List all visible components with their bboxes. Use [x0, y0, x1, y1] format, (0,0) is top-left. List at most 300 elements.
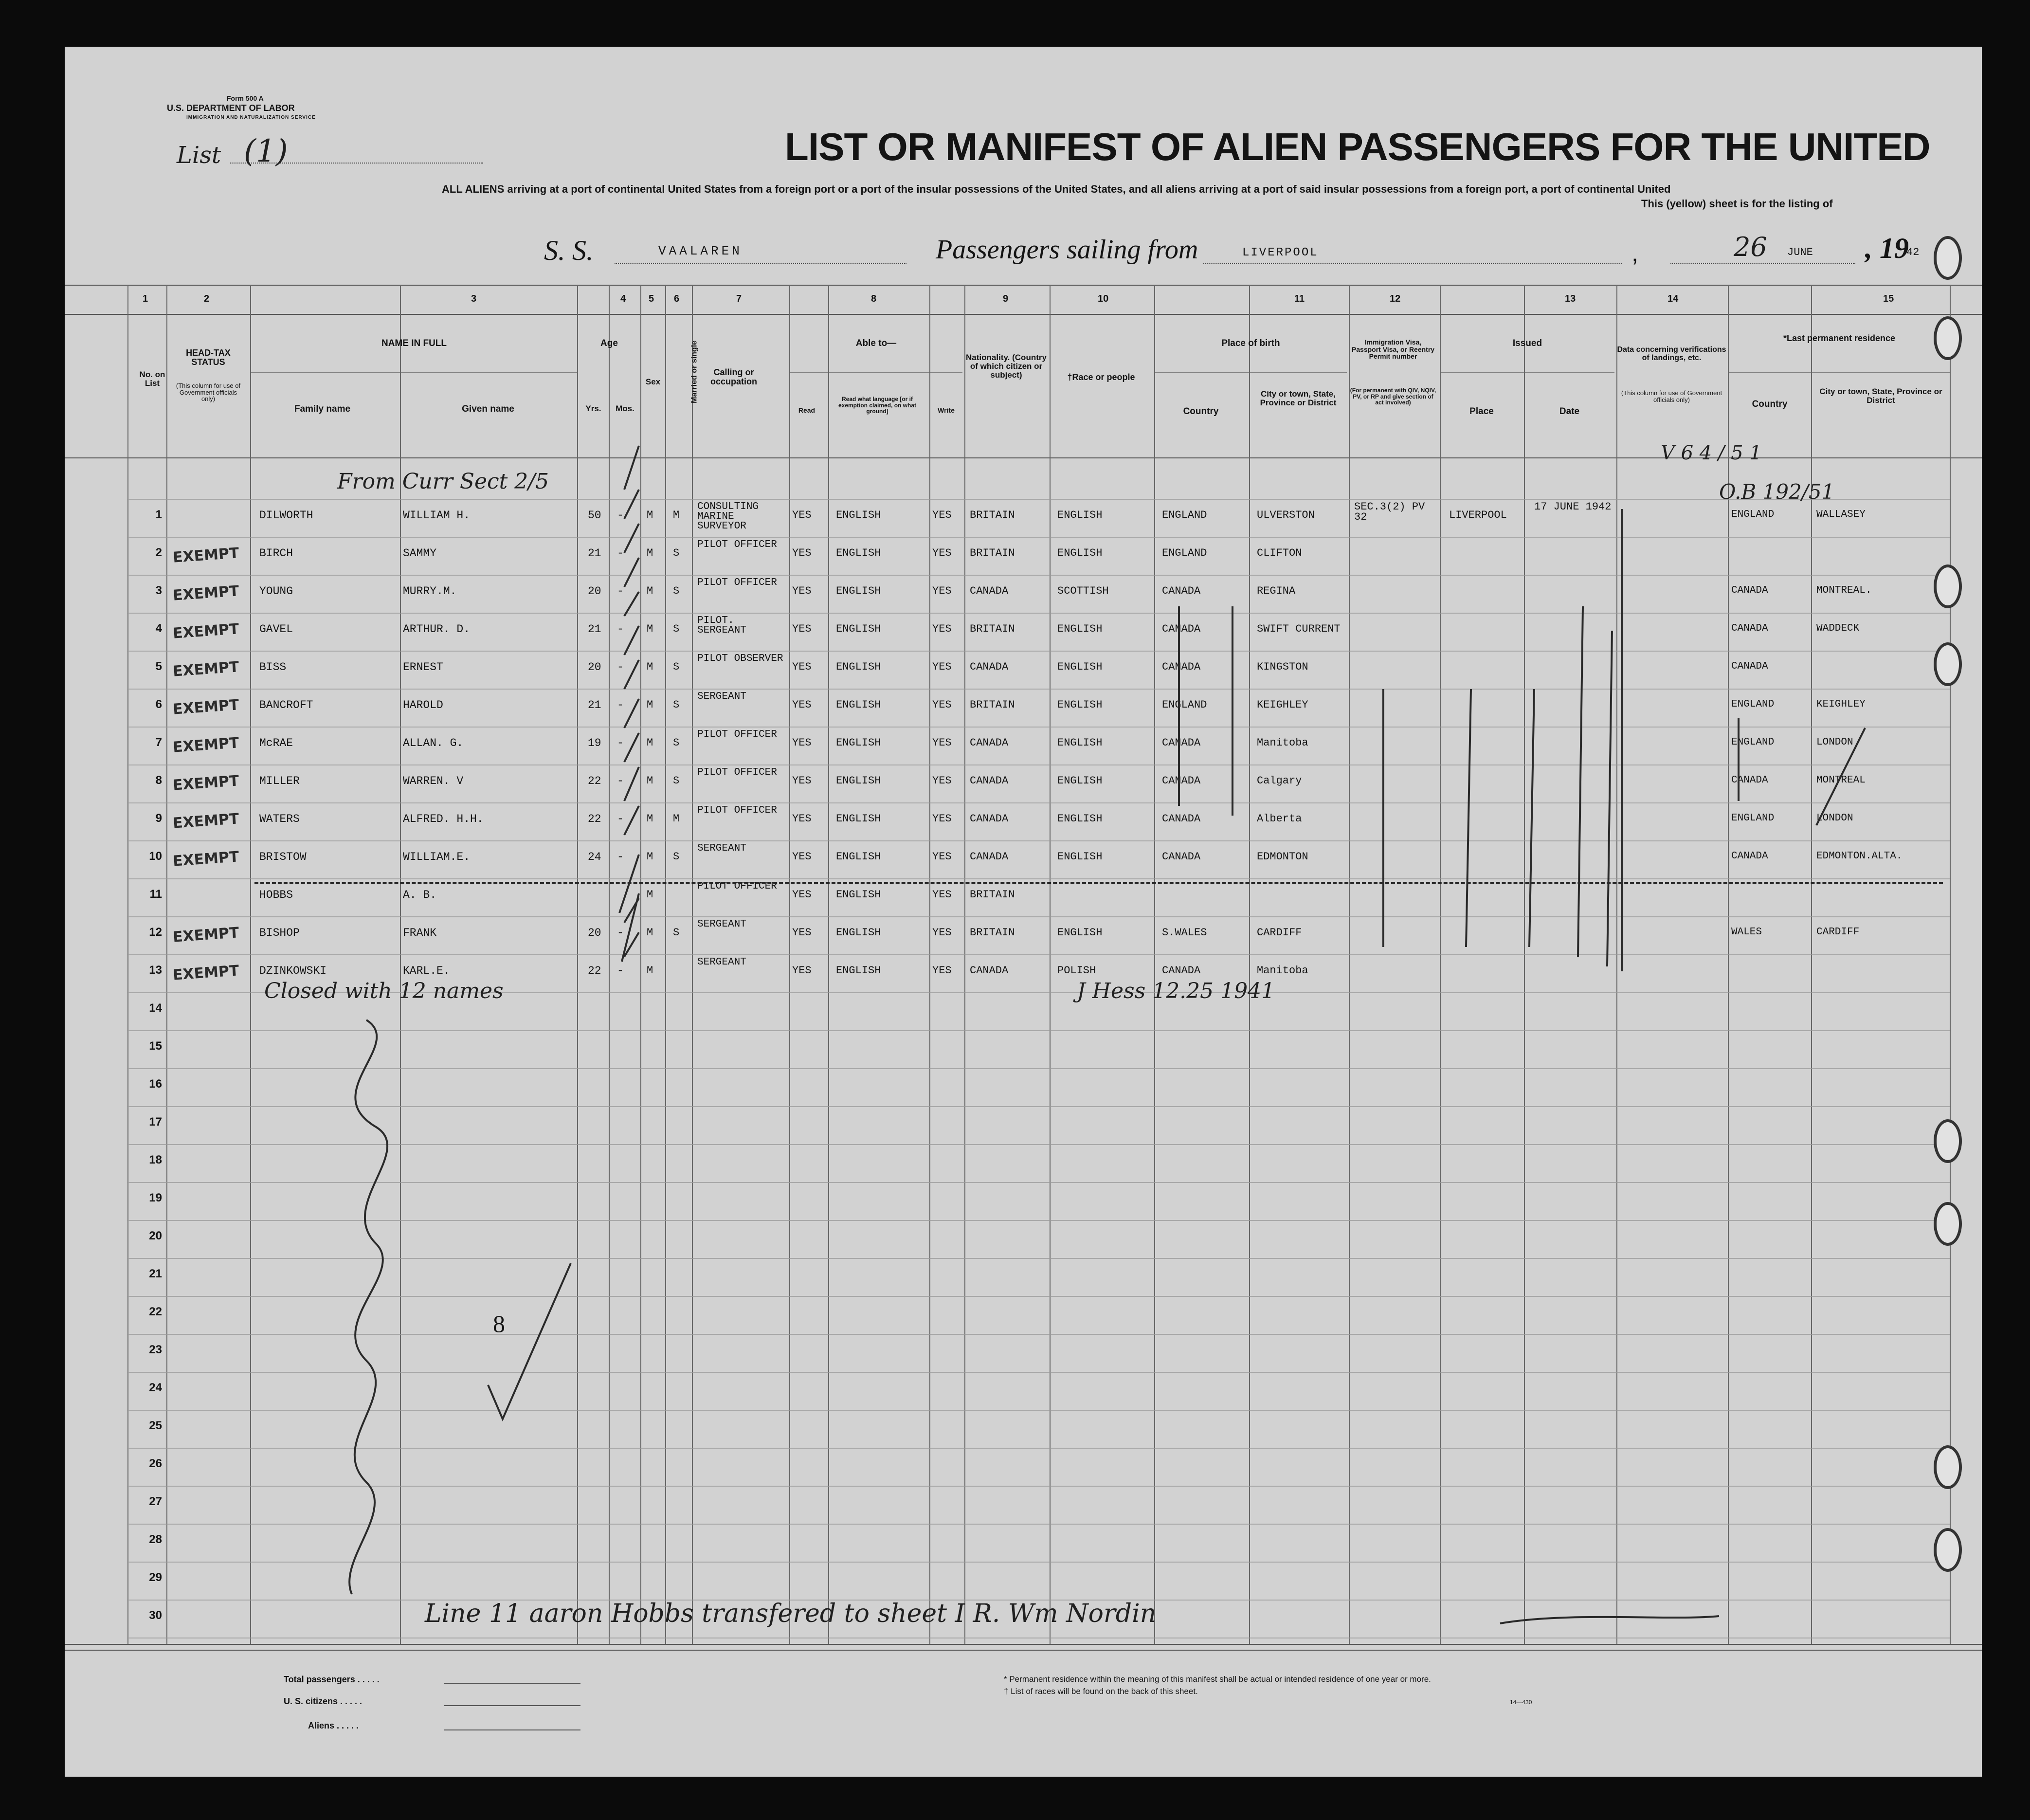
- form-number: Form 500 A: [227, 94, 264, 102]
- column-number: 10: [1098, 293, 1109, 304]
- cell-nat: CANADA: [970, 851, 1009, 863]
- row-number: 4: [155, 622, 162, 635]
- row-number: 13: [149, 964, 162, 977]
- cell-status: EXEMPT: [172, 848, 240, 870]
- cell-given: KARL.E.: [403, 965, 450, 977]
- row-number: 16: [149, 1077, 162, 1091]
- cell-calling: PILOT OFFICER: [697, 881, 777, 892]
- ship-name: VAALAREN: [658, 244, 743, 258]
- cell-country: ENGLAND: [1162, 509, 1207, 521]
- cell-res-city: WALLASEY: [1816, 509, 1866, 520]
- column-number: 9: [1003, 293, 1009, 304]
- cell-lang: ENGLISH: [836, 509, 881, 521]
- cell-calling: PILOT OFFICER: [697, 805, 777, 816]
- column-number: 15: [1883, 293, 1894, 304]
- cell-place: LIVERPOOL: [1449, 509, 1507, 521]
- cell-status: EXEMPT: [172, 962, 240, 984]
- cell-nat: BRITAIN: [970, 509, 1015, 521]
- hdr-headtax: HEAD-TAX STATUS: [186, 348, 231, 367]
- cell-res-country: CANADA: [1731, 585, 1768, 596]
- cell-read: YES: [792, 813, 812, 825]
- cell-calling: PILOT OFFICER: [697, 577, 777, 588]
- year-prefix: , 19: [1865, 232, 1909, 264]
- hdr-data-note: (This column for use of Government officials only): [1621, 389, 1722, 403]
- hdr-no: No. on List: [139, 370, 165, 388]
- row-number: 22: [149, 1305, 162, 1318]
- cell-sex: M: [647, 547, 653, 559]
- hdr-write: Write: [938, 406, 955, 414]
- cell-read: YES: [792, 737, 812, 749]
- cell-read: YES: [792, 965, 812, 977]
- cell-nat: CANADA: [970, 965, 1009, 977]
- cell-calling: PILOT. SERGEANT: [697, 615, 746, 636]
- cell-family: BISS: [259, 661, 287, 673]
- cell-lang: ENGLISH: [836, 775, 881, 787]
- row-number: 17: [149, 1115, 162, 1128]
- cell-read: YES: [792, 509, 812, 521]
- cell-city: KEIGHLEY: [1257, 699, 1308, 711]
- list-number: (1): [244, 133, 288, 169]
- hdr-married: Married or single: [690, 340, 699, 403]
- cell-race: ENGLISH: [1057, 737, 1103, 749]
- department: U.S. DEPARTMENT OF LABOR: [167, 103, 295, 113]
- hdr-name-in-full: NAME IN FULL: [381, 338, 447, 348]
- cell-lang: ENGLISH: [836, 927, 881, 939]
- hdr-read-what: Read what language [or if exemption claimed, on what ground]: [838, 396, 917, 415]
- cell-mos: -: [617, 965, 624, 977]
- cell-status: EXEMPT: [172, 772, 240, 794]
- row-number: 7: [155, 736, 162, 749]
- cell-yrs: 20: [588, 927, 601, 939]
- binder-hole: [1934, 1528, 1962, 1572]
- cell-family: DILWORTH: [259, 509, 313, 522]
- cell-status: EXEMPT: [172, 810, 240, 832]
- cell-yrs: 24: [588, 851, 601, 863]
- cell-yrs: 19: [588, 737, 601, 749]
- row-number: 26: [149, 1457, 162, 1470]
- cell-write: YES: [932, 547, 952, 559]
- citizens-line: [444, 1705, 580, 1706]
- binder-hole: [1934, 316, 1962, 360]
- form-code: 14—430: [1510, 1699, 1532, 1706]
- cell-res-country: CANADA: [1731, 851, 1768, 862]
- cell-mos: -: [617, 699, 624, 711]
- cell-country: CANADA: [1162, 737, 1201, 749]
- cell-country: CANADA: [1162, 661, 1201, 673]
- hdr-res-country: Country: [1752, 399, 1788, 409]
- hdr-res-city: City or town, State, Province or District: [1819, 387, 1942, 405]
- aliens-label: Aliens . . . . .: [308, 1721, 359, 1730]
- cell-calling: SERGEANT: [697, 957, 746, 968]
- cell-mos: -: [617, 813, 624, 825]
- note-line11: Line 11 aaron Hobbs transfered to sheet I R. Wm Nordin: [425, 1599, 1157, 1628]
- hdr-sex: Sex: [645, 377, 661, 386]
- cell-given: ALFRED. H.H.: [403, 813, 484, 825]
- cell-country: ENGLAND: [1162, 547, 1207, 559]
- ss-label: S. S.: [544, 235, 594, 266]
- binder-hole: [1934, 564, 1962, 608]
- cell-lang: ENGLISH: [836, 737, 881, 749]
- cell-write: YES: [932, 623, 952, 635]
- cell-calling: PILOT OFFICER: [697, 539, 777, 550]
- cell-res-city: LONDON: [1816, 813, 1853, 824]
- cell-given: MURRY.M.: [403, 585, 457, 598]
- footnote-2: † List of races will be found on the back of this sheet.: [1004, 1687, 1198, 1696]
- cell-family: BISHOP: [259, 927, 300, 939]
- cell-lang: ENGLISH: [836, 661, 881, 673]
- cell-yrs: 21: [588, 623, 601, 636]
- cell-status: EXEMPT: [172, 696, 240, 718]
- cell-race: ENGLISH: [1057, 851, 1103, 863]
- cell-sex: M: [647, 585, 653, 597]
- row-number: 2: [155, 546, 162, 559]
- cell-given: SAMMY: [403, 547, 437, 560]
- column-number: 13: [1565, 293, 1576, 304]
- cell-ms: M: [673, 813, 680, 825]
- cell-mos: -: [617, 775, 624, 787]
- cell-nat: BRITAIN: [970, 623, 1015, 635]
- cell-calling: SERGEANT: [697, 691, 746, 702]
- cell-family: GAVEL: [259, 623, 293, 636]
- cell-given: ERNEST: [403, 661, 443, 673]
- hdr-visa-note: (For permanent with QIV, NQIV, PV, or RP and give section of act involved): [1350, 387, 1436, 406]
- subtitle-1: ALL ALIENS arriving at a port of continental United States from a foreign port or a port of the insular possessions of the United States, and all aliens arriving at a port of said insular possessions from a foreign port, a port of continental United: [442, 183, 1671, 195]
- cell-sex: M: [647, 889, 653, 901]
- cell-write: YES: [932, 889, 952, 901]
- row-number: 27: [149, 1495, 162, 1508]
- cell-res-city: CARDIFF: [1816, 927, 1860, 938]
- cell-calling: SERGEANT: [697, 919, 746, 930]
- hdr-last-residence: *Last permanent residence: [1783, 333, 1896, 343]
- row-number: 11: [149, 888, 162, 901]
- hdr-calling: Calling or occupation: [710, 367, 757, 386]
- cell-given: WILLIAM H.: [403, 509, 471, 522]
- hdr-issued: Issued: [1512, 338, 1542, 348]
- cell-city: KINGSTON: [1257, 661, 1308, 673]
- service: IMMIGRATION AND NATURALIZATION SERVICE: [186, 115, 316, 120]
- row-number: 3: [155, 584, 162, 597]
- column-number: 6: [674, 293, 680, 304]
- cell-ms: S: [673, 547, 680, 559]
- cell-city: CARDIFF: [1257, 927, 1302, 939]
- cell-status: EXEMPT: [172, 734, 240, 756]
- cell-read: YES: [792, 851, 812, 863]
- cell-calling: CONSULTING MARINE SURVEYOR: [697, 501, 759, 532]
- hdr-city: City or town, State, Province or District: [1260, 389, 1337, 407]
- cell-lang: ENGLISH: [836, 547, 881, 559]
- column-number: 2: [204, 293, 210, 304]
- cell-race: ENGLISH: [1057, 927, 1103, 939]
- row-number: 23: [149, 1343, 162, 1356]
- cell-res-country: ENGLAND: [1731, 813, 1775, 824]
- hdr-place: Place: [1469, 406, 1494, 417]
- hdr-able-to: Able to—: [855, 338, 897, 348]
- note-top-right: V 6 4 / 5 1: [1661, 442, 1762, 464]
- cell-race: ENGLISH: [1057, 623, 1103, 635]
- cell-status: EXEMPT: [172, 620, 240, 642]
- subtitle-2: This (yellow) sheet is for the listing of: [1641, 198, 1833, 210]
- cell-res-city: LONDON: [1816, 737, 1853, 748]
- cell-sex: M: [647, 661, 653, 673]
- aliens-line: [444, 1729, 580, 1730]
- cell-write: YES: [932, 927, 952, 939]
- cell-mos: -: [617, 623, 624, 636]
- cell-race: ENGLISH: [1057, 699, 1103, 711]
- binder-hole: [1934, 236, 1962, 280]
- cell-res-country: ENGLAND: [1731, 737, 1775, 748]
- cell-calling: PILOT OBSERVER: [697, 653, 783, 664]
- cell-country: CANADA: [1162, 813, 1201, 825]
- cell-ms: M: [673, 509, 680, 521]
- column-number: 11: [1294, 293, 1305, 304]
- row-number: 20: [149, 1229, 162, 1242]
- cell-ms: S: [673, 737, 680, 749]
- cell-res-city: MONTREAL.: [1816, 585, 1872, 596]
- cell-yrs: 21: [588, 547, 601, 560]
- cell-family: McRAE: [259, 737, 293, 749]
- binder-hole: [1934, 1202, 1962, 1246]
- cell-nat: BRITAIN: [970, 889, 1015, 901]
- cell-family: BANCROFT: [259, 699, 313, 711]
- cell-mos: -: [617, 927, 624, 939]
- column-number: 1: [143, 293, 148, 304]
- cell-write: YES: [932, 965, 952, 977]
- cell-res-country: CANADA: [1731, 661, 1768, 672]
- cell-ms: S: [673, 585, 680, 597]
- hdr-age: Age: [600, 338, 618, 348]
- year-suffix: 42: [1906, 246, 1920, 258]
- row-number: 18: [149, 1153, 162, 1166]
- comma: ,: [1631, 239, 1638, 267]
- cell-res-city: KEIGHLEY: [1816, 699, 1866, 710]
- binder-hole: [1934, 1445, 1962, 1489]
- row-number: 30: [149, 1609, 162, 1622]
- cell-race: POLISH: [1057, 965, 1096, 977]
- cell-sex: M: [647, 851, 653, 863]
- hdr-country: Country: [1183, 406, 1219, 417]
- cell-family: YOUNG: [259, 585, 293, 598]
- row-number: 6: [155, 698, 162, 711]
- cell-sex: M: [647, 509, 653, 521]
- cell-nat: BRITAIN: [970, 699, 1015, 711]
- cell-mos: -: [617, 509, 624, 522]
- cell-family: DZINKOWSKI: [259, 965, 327, 977]
- row-number: 9: [155, 812, 162, 825]
- cell-nat: CANADA: [970, 737, 1009, 749]
- cell-mos: -: [617, 851, 624, 863]
- cell-read: YES: [792, 623, 812, 635]
- row-number: 5: [155, 660, 162, 673]
- hdr-given-name: Given name: [462, 404, 514, 414]
- cell-ms: S: [673, 851, 680, 863]
- total-line: [444, 1683, 580, 1684]
- cell-ms: S: [673, 927, 680, 939]
- port-name: LIVERPOOL: [1242, 246, 1319, 259]
- cell-given: HAROLD: [403, 699, 443, 711]
- cell-sex: M: [647, 927, 653, 939]
- hdr-visa: Immigration Visa, Passport Visa, or Reentry Permit number: [1351, 338, 1435, 361]
- cell-city: EDMONTON: [1257, 851, 1308, 863]
- binder-hole: [1934, 1119, 1962, 1163]
- cell-city: Manitoba: [1257, 965, 1308, 977]
- cell-read: YES: [792, 699, 812, 711]
- cell-status: EXEMPT: [172, 924, 240, 946]
- cell-nat: CANADA: [970, 775, 1009, 787]
- cell-res-city: MONTREAL: [1816, 775, 1866, 786]
- row-number: 25: [149, 1419, 162, 1432]
- cell-calling: SERGEANT: [697, 843, 746, 854]
- cell-res-country: WALES: [1731, 927, 1762, 938]
- cell-write: YES: [932, 813, 952, 825]
- hdr-data-concerning: Data concerning verifications of landings, etc.: [1617, 346, 1726, 362]
- cell-lang: ENGLISH: [836, 851, 881, 863]
- cell-nat: CANADA: [970, 661, 1009, 673]
- cell-country: CANADA: [1162, 965, 1201, 977]
- row-number: 8: [155, 774, 162, 787]
- cell-mos: -: [617, 661, 624, 673]
- hdr-headtax-note: (This column for use of Government officials only): [176, 382, 241, 403]
- cell-status: EXEMPT: [172, 658, 240, 680]
- cell-nat: CANADA: [970, 813, 1009, 825]
- cell-ms: S: [673, 775, 680, 787]
- cell-yrs: 22: [588, 775, 601, 787]
- cell-country: CANADA: [1162, 851, 1201, 863]
- note-eight: 8: [493, 1310, 505, 1337]
- row-number: 24: [149, 1381, 162, 1394]
- cell-ms: S: [673, 623, 680, 635]
- row-number: 14: [149, 1001, 162, 1015]
- cell-res-country: ENGLAND: [1731, 699, 1775, 710]
- cell-sex: M: [647, 623, 653, 635]
- hdr-date: Date: [1559, 406, 1580, 417]
- cell-read: YES: [792, 661, 812, 673]
- cell-lang: ENGLISH: [836, 813, 881, 825]
- cell-family: WATERS: [259, 813, 300, 825]
- cell-family: BRISTOW: [259, 851, 307, 863]
- cell-family: BIRCH: [259, 547, 293, 560]
- row-number: 21: [149, 1267, 162, 1280]
- cell-status: EXEMPT: [172, 582, 240, 604]
- cell-given: ALLAN. G.: [403, 737, 464, 749]
- row-number: 15: [149, 1039, 162, 1053]
- cell-given: FRANK: [403, 927, 437, 939]
- note-top-right-2: O.B 192/51: [1719, 480, 1835, 504]
- sailing-from-label: Passengers sailing from: [936, 235, 1198, 265]
- cell-write: YES: [932, 737, 952, 749]
- note-from: From Curr Sect 2/5: [337, 469, 549, 494]
- cell-res-city: WADDECK: [1816, 623, 1860, 634]
- cell-race: ENGLISH: [1057, 775, 1103, 787]
- cell-yrs: 21: [588, 699, 601, 711]
- column-number: 3: [471, 293, 477, 304]
- cell-mos: -: [617, 547, 624, 560]
- cell-lang: ENGLISH: [836, 585, 881, 597]
- cell-city: Alberta: [1257, 813, 1302, 825]
- cell-visa: SEC.3(2) PV 32: [1354, 501, 1425, 523]
- column-number: 8: [871, 293, 877, 304]
- cell-write: YES: [932, 509, 952, 521]
- cell-race: ENGLISH: [1057, 813, 1103, 825]
- cell-read: YES: [792, 889, 812, 901]
- cell-given: WARREN. V: [403, 775, 464, 787]
- date-day: 26: [1734, 232, 1767, 262]
- hdr-race: †Race or people: [1067, 372, 1135, 382]
- cell-write: YES: [932, 851, 952, 863]
- cell-ms: S: [673, 661, 680, 673]
- cell-lang: ENGLISH: [836, 965, 881, 977]
- cell-sex: M: [647, 813, 653, 825]
- cell-sex: M: [647, 737, 653, 749]
- cell-date: 17 JUNE 1942: [1534, 501, 1612, 513]
- cell-mos: -: [617, 585, 624, 598]
- page-title: LIST OR MANIFEST OF ALIEN PASSENGERS FOR THE UNITED: [785, 125, 1930, 168]
- cell-read: YES: [792, 927, 812, 939]
- cell-yrs: 22: [588, 813, 601, 825]
- row-number: 29: [149, 1571, 162, 1584]
- hdr-family-name: Family name: [294, 404, 351, 414]
- footnote-1: * Permanent residence within the meaning of this manifest shall be actual or intended residence of one year or more.: [1004, 1674, 1431, 1684]
- cell-lang: ENGLISH: [836, 889, 881, 901]
- column-number: 14: [1668, 293, 1679, 304]
- hdr-place-of-birth: Place of birth: [1221, 338, 1280, 348]
- list-label: List: [177, 142, 221, 169]
- cell-race: ENGLISH: [1057, 509, 1103, 521]
- cell-country: CANADA: [1162, 623, 1201, 635]
- cell-given: A. B.: [403, 889, 437, 901]
- column-number: 4: [620, 293, 626, 304]
- cell-nat: BRITAIN: [970, 547, 1015, 559]
- column-number: 7: [736, 293, 742, 304]
- column-number: 5: [649, 293, 654, 304]
- cell-res-city: EDMONTON.ALTA.: [1816, 851, 1903, 862]
- cell-lang: ENGLISH: [836, 699, 881, 711]
- cell-calling: PILOT OFFICER: [697, 729, 777, 740]
- cell-read: YES: [792, 775, 812, 787]
- cell-yrs: 22: [588, 965, 601, 977]
- cell-write: YES: [932, 661, 952, 673]
- cell-city: Calgary: [1257, 775, 1302, 787]
- cell-write: YES: [932, 585, 952, 597]
- binder-hole: [1934, 642, 1962, 686]
- note-signoff: J Hess 12.25 1941: [1077, 979, 1275, 1003]
- cell-sex: M: [647, 965, 653, 977]
- cell-given: ARTHUR. D.: [403, 623, 471, 636]
- hdr-yrs: Yrs.: [585, 404, 601, 413]
- column-number: 12: [1390, 293, 1401, 304]
- cell-read: YES: [792, 585, 812, 597]
- date-month: JUNE: [1787, 246, 1813, 258]
- cell-write: YES: [932, 699, 952, 711]
- note-closed: Closed with 12 names: [264, 979, 504, 1003]
- hdr-read: Read: [798, 406, 816, 414]
- row-number: 1: [155, 508, 162, 521]
- cell-ms: S: [673, 699, 680, 711]
- cell-lang: ENGLISH: [836, 623, 881, 635]
- cell-write: YES: [932, 775, 952, 787]
- row-number: 28: [149, 1533, 162, 1546]
- cell-country: CANADA: [1162, 775, 1201, 787]
- cell-sex: M: [647, 775, 653, 787]
- cell-sex: M: [647, 699, 653, 711]
- cell-mos: -: [617, 737, 624, 749]
- cell-status: EXEMPT: [172, 545, 240, 566]
- cell-city: CLIFTON: [1257, 547, 1302, 559]
- manifest-sheet: [65, 47, 1982, 1777]
- cell-city: SWIFT CURRENT: [1257, 623, 1341, 635]
- cell-country: CANADA: [1162, 585, 1201, 597]
- cell-country: ENGLAND: [1162, 699, 1207, 711]
- cell-res-country: ENGLAND: [1731, 509, 1775, 520]
